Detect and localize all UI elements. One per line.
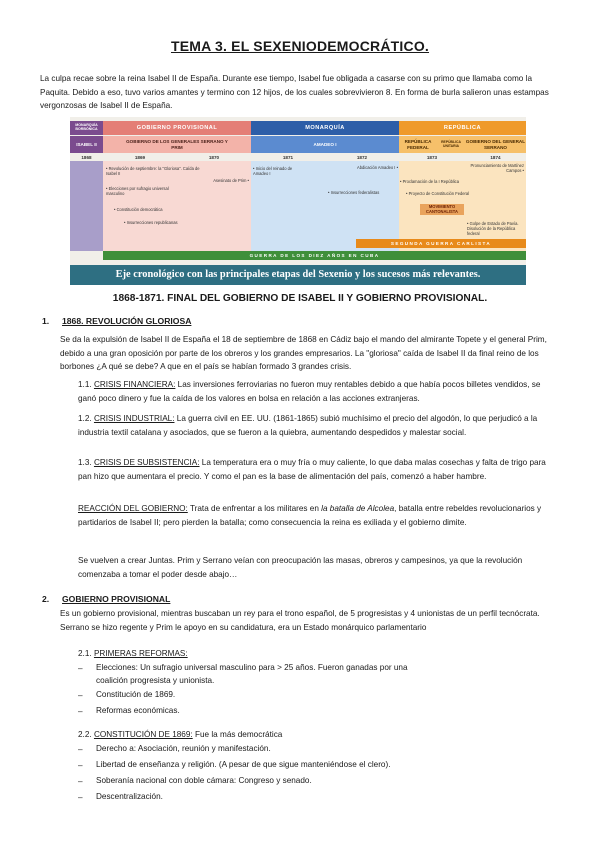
period-monarquia: MONARQUÍA: [251, 121, 399, 135]
section-1-number: 1.: [42, 316, 50, 326]
event-constitucion: • Constitución democrática: [114, 207, 163, 212]
reaccion-gobierno: [78, 502, 560, 529]
crisis-subsistencia: [78, 456, 560, 483]
subhead-gobierno: GOBIERNO DE LOS GENERALES SERRANO Y PRIM: [103, 136, 251, 153]
event-proyecto: • Proyecto de Constitución Federal: [406, 191, 470, 196]
reaccion-batalla: la batalla de Alcolea: [321, 504, 395, 513]
crisis-title: CRISIS DE SUBSISTENCIA:: [93, 458, 200, 467]
subhead-amadeo: AMADEO I: [251, 136, 399, 153]
year-label: 1868: [81, 155, 92, 160]
subhead-isabel: ISABEL II: [70, 136, 103, 153]
sub-title: CONSTITUCIÓN DE 1869:: [93, 730, 193, 739]
reaccion-title: REACCIÓN DEL GOBIERNO:: [78, 504, 188, 513]
event-proclamacion: • Proclamación de la I República: [400, 179, 460, 184]
bar-guerra-carlista: SEGUNDA GUERRA CARLISTA: [356, 239, 526, 248]
sub-number: 2.2.: [78, 730, 92, 739]
list-bullet: –: [78, 691, 83, 700]
period-republica: REPÚBLICA: [399, 121, 526, 135]
list-bullet: –: [78, 707, 83, 716]
crisis-text: La guerra civil en EE. UU. (1861-1865) subió muchísimo el precio del algodón, lo que perjudicó a la industria textil catalana y asociados, que se fueron a la quiebra, aumentando despedidos y malestar social.: [78, 414, 538, 437]
event-inicio-reinado: • Inicio del reinado de Amadeo I: [253, 166, 293, 176]
sub-number: 2.1.: [78, 649, 92, 658]
section-2-number: 2.: [42, 594, 50, 604]
year-label: 1872: [356, 155, 368, 160]
reaccion-post: , batalla entre rebeldes revolucionarios y partidarios de Isabel II; pero pierden la batalla; como consecuencia la reina es exiliada y el gobierno dimite.: [78, 504, 542, 527]
list-item: Soberanía nacional con doble cámara: Congreso y senado.: [96, 776, 312, 785]
juntas-paragraph: Se vuelven a crear Juntas. Prim y Serrano veían con preocupación las masas, obreros y campesinos, ya que la revolución comenzaba a tomar el poder desde abajo…: [78, 556, 523, 579]
timeline-figure: [70, 117, 526, 285]
subhead-gob-serrano: GOBIERNO DEL GENERAL SERRANO: [465, 136, 526, 153]
year-label: 1869: [134, 155, 146, 160]
crisis-title: CRISIS INDUSTRIAL:: [93, 414, 175, 423]
crisis-number: 1.2.: [78, 414, 92, 423]
section-1-title: 1868. REVOLUCIÓN GLORIOSA: [62, 316, 192, 326]
constitucion-heading: [78, 728, 560, 742]
year-label: 1871: [282, 155, 294, 160]
crisis-financiera: [78, 378, 560, 405]
list-item: Constitución de 1869.: [96, 690, 176, 699]
column-isabel: [70, 161, 103, 251]
period-gobierno-provisional: GOBIERNO PROVISIONAL: [103, 121, 251, 135]
intro-paragraph: La culpa recae sobre la reina Isabel II de España. Durante ese tiempo, Isabel fue obligada a casarse con su primo que llamaba como la Paquita. Debido a eso, tuvo varios amantes y termino con 12 hijos, de los cuales sobrevivieron 8. En forma de burla salieron unas estampas vergonzosas de Isabel II de España.: [40, 74, 549, 111]
crisis-text: La temperatura era o muy fría o muy caliente, lo que daba malas cosechas y falta de trigo para pan hizo que aumentara el precio. Y como el pan es la base de alimentación del país, comenzó a haber hambre.: [78, 458, 546, 481]
sub-text: Fue la más democrática: [194, 730, 283, 739]
crisis-text: Las inversiones ferroviarias no fueron muy rentables debido a que había pocos billetes vendidos, se ganó poco dinero y fue la caída de los valores en bolsa en relación a las acciones extranjeras.: [78, 380, 541, 403]
list-bullet: –: [78, 761, 83, 770]
list-item: Libertad de enseñanza y religión. (A pesar de que sigue manteniéndose el clero).: [96, 760, 391, 769]
section-2-title: GOBIERNO PROVISIONAL: [62, 594, 171, 604]
section-1-body: Se da la expulsión de Isabel II de España el 18 de septiembre de 1868 en Cádiz bajo el mando del almirante Topete y el general Prim, debido a una gran oposición por parte de los obreros y los grandes empresarios. La "gloriosa" caída de Isabel II da final reino de los borbones ¿A qué se debe? A que en el país se habían formado 3 grandes crisis.: [60, 335, 547, 372]
list-bullet: –: [78, 793, 83, 802]
crisis-number: 1.1.: [78, 380, 92, 389]
list-bullet: –: [78, 664, 83, 673]
event-insurrecciones-fed: • Insurrecciones federalistas: [328, 190, 380, 195]
event-abdicacion: Abdicación Amadeo I •: [356, 165, 398, 170]
event-golpe-pavia: • Golpe de Estado de Pavía. Disolución de la República federal: [467, 221, 519, 236]
year-label: 1874: [490, 155, 501, 160]
timeline-caption: Eje cronológico con las principales etapas del Sexenio y los sucesos más relevantes.: [70, 265, 526, 285]
list-item: Derecho a: Asociación, reunión y manifestación.: [96, 744, 271, 753]
event-insurrecciones-rep: • Insurrecciones republicanas: [124, 220, 178, 225]
reaccion-pre: Trata de enfrentar a los militares en: [189, 504, 319, 513]
event-revolucion: • Revolución de septiembre: la "Gloriosa". Caída de Isabel II: [106, 166, 200, 176]
sub-title: PRIMERAS REFORMAS:: [93, 649, 188, 658]
subhead-rep-unitaria: REPÚBLICA UNITARIA: [437, 136, 465, 153]
crisis-number: 1.3.: [78, 458, 92, 467]
page-title: TEMA 3. EL SEXENIODEMOCRÁTICO.: [170, 38, 430, 54]
crisis-industrial: [78, 412, 560, 439]
year-label: 1870: [208, 155, 220, 160]
bar-guerra-cuba: GUERRA DE LOS DIEZ AÑOS EN CUBA: [103, 251, 526, 260]
list-item: Descentralización.: [96, 792, 163, 801]
event-asesinato-prim: Asesinato de Prim •: [213, 178, 249, 183]
list-bullet: –: [78, 777, 83, 786]
section-heading: 1868-1871. FINAL DEL GOBIERNO DE ISABEL II Y GOBIERNO PROVISIONAL.: [112, 293, 488, 304]
list-item: Elecciones: Un sufragio universal masculino para > 25 años. Fueron ganadas por una coalición progresista y unionista.: [96, 663, 408, 685]
primeras-reformas-heading: [78, 647, 560, 661]
section-2-body: Es un gobierno provisional, mientras buscaban un rey para el trono español, de 5 progresistas y 4 unionistas de un perfil tecnócrata. Serrano se hizo regente y Prim le apoyo en su candidatura, era un Estado monárquico parlamentario: [60, 609, 540, 632]
event-elecciones: • Elecciones por sufragio universal masculino: [106, 186, 169, 196]
subhead-rep-federal: REPÚBLICA FEDERAL: [399, 136, 437, 153]
list-bullet: –: [78, 745, 83, 754]
crisis-title: CRISIS FINANCIERA:: [93, 380, 176, 389]
period-borbonica: MONARQUÍA BORBÓNICA: [70, 121, 103, 135]
event-pronunciamiento: Pronunciamiento de Martínez Campos •: [470, 163, 524, 173]
movement-cantonalista: MOVIMIENTO CANTONALISTA: [420, 204, 464, 215]
year-label: 1873: [426, 155, 438, 160]
list-item: Reformas económicas.: [96, 706, 180, 715]
